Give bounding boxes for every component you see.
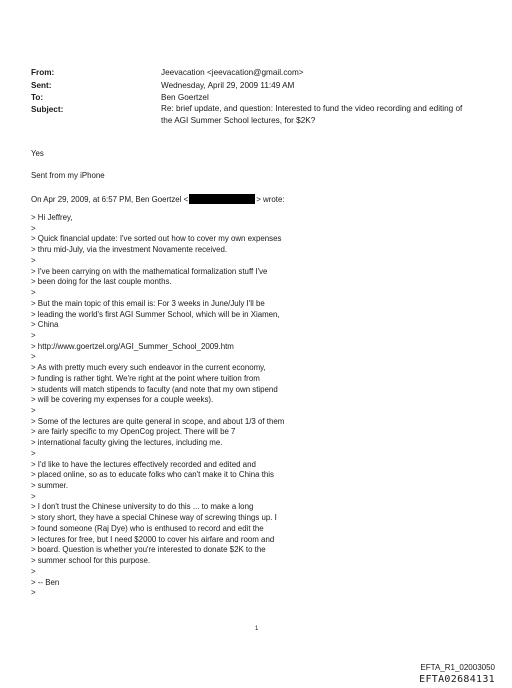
quoted-line: > [31,566,36,576]
from-label: From: [31,68,55,77]
quoted-line: > thru mid-July, via the investment Novamente received. [31,245,228,255]
quoted-line: > [31,288,36,297]
quoted-line: > summer school for this purpose. [31,556,151,565]
quoted-line: > [31,330,36,340]
attribution-after: > wrote: [256,195,285,204]
quoted-line: > will be covering my expenses for a couple weeks). [31,395,214,405]
quoted-line: > I've been carrying on with the mathematical formalization stuff I've [31,266,268,276]
footer-reference-2: EFTA02684131 [419,674,495,685]
to-label: To: [31,93,44,102]
quoted-line: > lectures for free, but I need $2000 to cover his airfare and room and [31,534,275,544]
quoted-line: > story short, they have a special Chinese way of screwing things up. I [31,513,277,523]
quoted-line: > been doing for the last couple months. [31,277,172,287]
quoted-line: > [31,491,36,501]
attribution-before: On Apr 29, 2009, at 6:57 PM, Ben Goertzel < [31,195,189,204]
page-number: 1 [255,626,259,632]
signature-text: Sent from my iPhone [31,171,105,180]
quoted-line: > leading the world's first AGI Summer School, which will be in Xiamen, [31,309,280,319]
quoted-line: > -- Ben [31,577,60,587]
subject-label: Subject: [31,105,64,114]
quoted-line: > board. Question is whether you're interested to donate $2K to the [31,545,266,555]
quoted-line: > placed online, so as to educate folks who can't make it to China this [31,470,274,480]
redaction-bar [189,194,255,204]
quoted-line: > are fairly specific to my OpenCog project. There will be 7 [31,427,236,437]
quoted-line: > funding is rather tight. We're right at the point where tuition from [31,373,260,383]
quoted-line: > I'd like to have the lectures effectively recorded and edited and [31,459,256,469]
quoted-line: > students will match stipends to faculty (and note that my own stipend [31,384,278,394]
sent-label: Sent: [31,81,52,90]
quoted-line: > [31,588,36,598]
quoted-line: > international faculty giving the lectures, including me. [31,438,223,448]
quoted-line: > [31,223,36,233]
quoted-line: > summer. [31,481,69,490]
quoted-line: > [31,448,36,458]
quoted-line: > China [31,320,59,330]
sent-value: Wednesday, April 29, 2009 11:49 AM [161,81,295,90]
quoted-line: > [31,255,36,265]
quoted-line: > Some of the lectures are quite general in scope, and about 1/3 of them [31,416,285,426]
footer-reference-1: EFTA_R1_02003050 [420,663,495,672]
quoted-line: > I don't trust the Chinese university to do this ... to make a long [31,502,254,512]
quoted-line: > [31,406,36,415]
attribution-line [31,194,285,205]
quoted-line: > [31,352,36,362]
to-value: Ben Goertzel [161,93,209,102]
from-value: Jeevacation <jeevacation@gmail.com> [161,68,304,77]
subject-line-2: the AGI Summer School lectures, for $2K? [161,116,316,125]
quoted-line: > As with pretty much every such endeavor in the current economy, [31,363,266,373]
reply-text: Yes [31,149,44,158]
quoted-line: > But the main topic of this email is: For 3 weeks in June/July I'll be [31,298,265,308]
quoted-line: > http://www.goertzel.org/AGI_Summer_School_2009.htm [31,341,234,351]
quoted-line: > found someone (Raj Dye) who is enthused to record and edit the [31,523,264,533]
quoted-line: > Hi Jeffrey, [31,213,73,222]
subject-line-1: Re: brief update, and question: Interested to fund the video recording and editing of [161,104,463,113]
quoted-line: > Quick financial update: I've sorted out how to cover my own expenses [31,234,282,244]
